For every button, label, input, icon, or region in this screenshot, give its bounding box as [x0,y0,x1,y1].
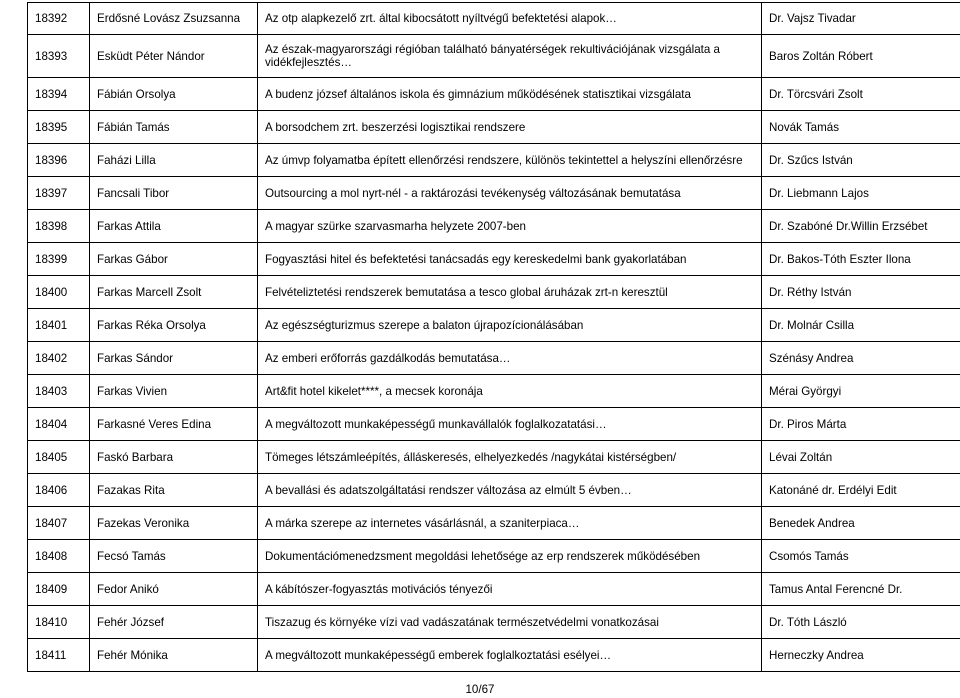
cell-supervisor: Tamus Antal Ferencné Dr. [762,573,960,606]
table-row [28,144,960,177]
cell-student: Farkas Vivien [90,375,258,408]
cell-supervisor: Dr. Szűcs István [762,144,960,177]
table-row [28,243,960,276]
cell-supervisor: Dr. Molnár Csilla [762,309,960,342]
cell-id: 18397 [28,177,90,210]
cell-title: Fogyasztási hitel és befektetési tanácsadás egy kereskedelmi bank gyakorlatában [258,243,762,276]
cell-id: 18409 [28,573,90,606]
cell-student: Fancsali Tibor [90,177,258,210]
table-row [28,78,960,111]
cell-title: A megváltozott munkaképességű munkavállalók foglalkozatatási… [258,408,762,441]
cell-id: 18394 [28,78,90,111]
cell-id: 18402 [28,342,90,375]
cell-id: 18411 [28,639,90,672]
cell-student: Fazakas Rita [90,474,258,507]
cell-id: 18410 [28,606,90,639]
cell-student: Farkas Sándor [90,342,258,375]
cell-supervisor: Herneczky Andrea [762,639,960,672]
cell-supervisor: Baros Zoltán Róbert [762,35,960,78]
cell-student: Farkas Gábor [90,243,258,276]
cell-student: Faházi Lilla [90,144,258,177]
cell-id: 18404 [28,408,90,441]
table-row [28,276,960,309]
table-row [28,507,960,540]
table-row [28,573,960,606]
cell-id: 18405 [28,441,90,474]
table-row [28,606,960,639]
cell-title: A márka szerepe az internetes vásárlásnál, a szaniterpiaca… [258,507,762,540]
cell-supervisor: Katonáné dr. Erdélyi Edit [762,474,960,507]
cell-title: A magyar szürke szarvasmarha helyzete 2007-ben [258,210,762,243]
cell-title: Felvételiztetési rendszerek bemutatása a tesco global áruházak zrt-n keresztül [258,276,762,309]
cell-student: Fecsó Tamás [90,540,258,573]
cell-title: Outsourcing a mol nyrt-nél - a raktározási tevékenység változásának bemutatása [258,177,762,210]
table-row [28,177,960,210]
cell-id: 18407 [28,507,90,540]
cell-id: 18393 [28,35,90,78]
table-row [28,474,960,507]
cell-id: 18403 [28,375,90,408]
cell-title: Art&fit hotel kikelet****, a mecsek koronája [258,375,762,408]
cell-supervisor: Dr. Vajsz Tivadar [762,3,960,35]
table-row [28,342,960,375]
cell-title: Az észak-magyarországi régióban található bányatérségek rekultivációjának vizsgálata a vidékfejlesztés… [258,35,762,78]
cell-supervisor: Dr. Tóth László [762,606,960,639]
cell-title: Tömeges létszámleépítés, álláskeresés, elhelyezkedés /nagykátai kistérségben/ [258,441,762,474]
cell-student: Farkas Réka Orsolya [90,309,258,342]
cell-student: Faskó Barbara [90,441,258,474]
cell-student: Fábián Orsolya [90,78,258,111]
cell-supervisor: Mérai Györgyi [762,375,960,408]
cell-supervisor: Benedek Andrea [762,507,960,540]
cell-title: A megváltozott munkaképességű emberek foglalkoztatási esélyei… [258,639,762,672]
table-row [28,309,960,342]
cell-id: 18396 [28,144,90,177]
thesis-table [27,2,960,672]
cell-student: Farkas Marcell Zsolt [90,276,258,309]
page-number: 10/67 [465,683,495,696]
cell-student: Fedor Anikó [90,573,258,606]
cell-supervisor: Lévai Zoltán [762,441,960,474]
cell-supervisor: Dr. Törcsvári Zsolt [762,78,960,111]
cell-supervisor: Novák Tamás [762,111,960,144]
cell-id: 18400 [28,276,90,309]
cell-title: Az emberi erőforrás gazdálkodás bemutatása… [258,342,762,375]
cell-student: Fábián Tamás [90,111,258,144]
cell-supervisor: Dr. Liebmann Lajos [762,177,960,210]
cell-title: A kábítószer-fogyasztás motivációs tényezői [258,573,762,606]
cell-supervisor: Dr. Bakos-Tóth Eszter Ilona [762,243,960,276]
cell-student: Farkasné Veres Edina [90,408,258,441]
table-row [28,35,960,78]
cell-student: Fehér Mónika [90,639,258,672]
cell-title: A borsodchem zrt. beszerzési logisztikai rendszere [258,111,762,144]
table-row [28,111,960,144]
cell-id: 18401 [28,309,90,342]
cell-supervisor: Dr. Szabóné Dr.Willin Erzsébet [762,210,960,243]
cell-id: 18398 [28,210,90,243]
table-row [28,3,960,35]
table-body [28,3,960,672]
table-row [28,639,960,672]
cell-id: 18406 [28,474,90,507]
cell-supervisor: Dr. Piros Márta [762,408,960,441]
cell-id: 18408 [28,540,90,573]
cell-supervisor: Dr. Réthy István [762,276,960,309]
cell-title: Az otp alapkezelő zrt. által kibocsátott nyíltvégű befektetési alapok… [258,3,762,35]
cell-id: 18399 [28,243,90,276]
cell-student: Farkas Attila [90,210,258,243]
cell-student: Fehér József [90,606,258,639]
cell-student: Esküdt Péter Nándor [90,35,258,78]
table-row [28,210,960,243]
cell-supervisor: Szénásy Andrea [762,342,960,375]
table-row [28,375,960,408]
cell-id: 18392 [28,3,90,35]
cell-title: Az egészségturizmus szerepe a balaton újrapozícionálásában [258,309,762,342]
cell-title: Tiszazug és környéke vízi vad vadászatának természetvédelmi vonatkozásai [258,606,762,639]
table-row [28,540,960,573]
cell-student: Erdősné Lovász Zsuzsanna [90,3,258,35]
cell-id: 18395 [28,111,90,144]
table-row [28,441,960,474]
cell-title: Dokumentációmenedzsment megoldási lehetősége az erp rendszerek működésében [258,540,762,573]
cell-title: Az úmvp folyamatba épített ellenőrzési rendszere, különös tekintettel a helyszíni ellenőrzésre [258,144,762,177]
cell-title: A bevallási és adatszolgáltatási rendszer változása az elmúlt 5 évben… [258,474,762,507]
table-row [28,408,960,441]
cell-supervisor: Csomós Tamás [762,540,960,573]
cell-student: Fazekas Veronika [90,507,258,540]
cell-title: A budenz józsef általános iskola és gimnázium működésének statisztikai vizsgálata [258,78,762,111]
